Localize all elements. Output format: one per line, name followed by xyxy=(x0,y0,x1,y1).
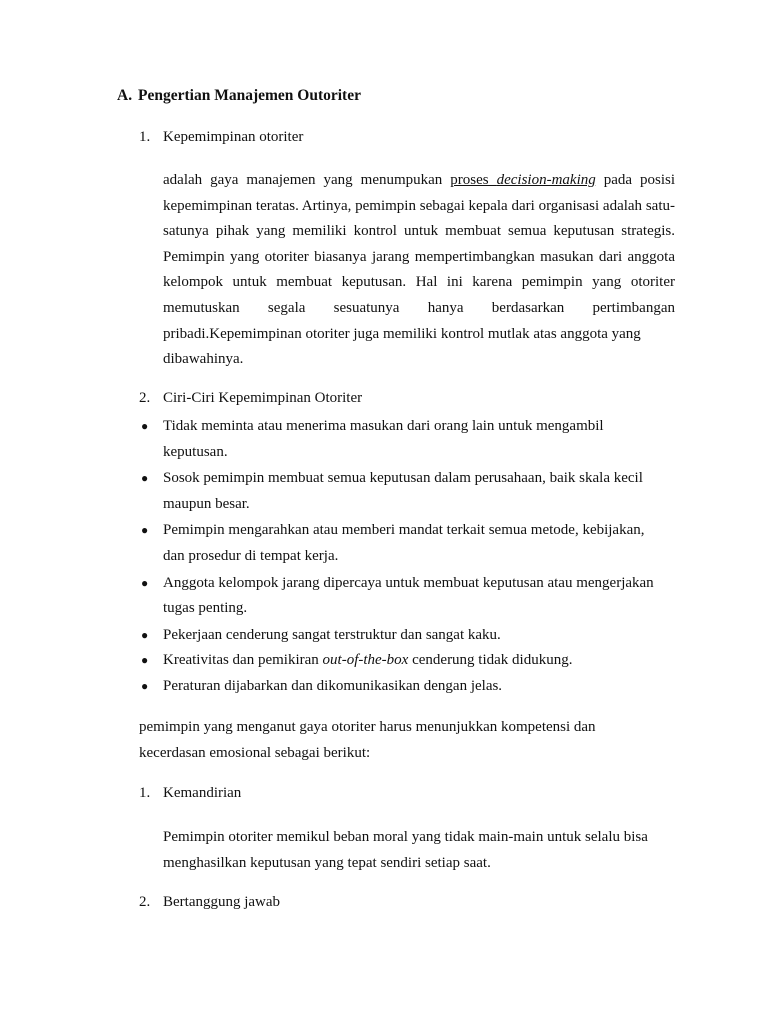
paragraph-text: Pemimpin otoriter memikul beban moral yang tidak main-main untuk selalu bisa xyxy=(163,829,648,845)
paragraph-last-line: kecerdasan emosional sebagai berikut: xyxy=(139,744,371,761)
list-item-text xyxy=(163,648,675,674)
paragraph-text: adalah gaya manajemen yang menumpukan xyxy=(163,172,451,188)
bullet-icon: ● xyxy=(141,678,149,693)
bullet-icon: ● xyxy=(141,419,149,433)
intro-paragraph xyxy=(139,715,675,766)
numbered-item-1 xyxy=(139,129,303,146)
item-label: Bertanggung jawab xyxy=(163,894,281,910)
paragraph-last-line: menghasilkan keputusan yang tepat sendiri setiap saat. xyxy=(163,854,491,871)
list-item xyxy=(139,571,675,622)
numbered-item-bertanggung-jawab xyxy=(139,894,280,911)
section-marker: A. xyxy=(117,87,133,104)
paragraph-text: pemimpin yang menganut gaya otoriter harus menunjukkan kompetensi dan xyxy=(139,719,596,735)
list-item-text-cont: tugas penting. xyxy=(163,600,248,617)
list-item-text: Pekerjaan cenderung sangat terstruktur dan sangat kaku. xyxy=(163,626,501,643)
bullet-icon: ● xyxy=(141,653,149,668)
list-item xyxy=(139,414,675,465)
list-item xyxy=(139,648,675,674)
item-number: 1. xyxy=(139,129,151,145)
list-item xyxy=(139,623,675,649)
item-number: 1. xyxy=(139,785,151,801)
list-item-text-cont: maupun besar. xyxy=(163,495,250,512)
item-number: 2. xyxy=(139,390,151,406)
link-text-italic: decision-making xyxy=(496,172,596,188)
numbered-item-kemandirian xyxy=(139,785,241,802)
list-item-text: Tidak meminta atau menerima masukan dari orang lain untuk mengambil xyxy=(163,418,604,434)
characteristics-list xyxy=(139,414,675,700)
list-item-text: Pemimpin mengarahkan atau memberi mandat terkait semua metode, kebijakan, xyxy=(163,522,645,539)
list-item-text-cont: keputusan. xyxy=(163,443,228,460)
bullet-icon: ● xyxy=(141,575,149,590)
bullet-icon: ● xyxy=(141,627,149,642)
bullet-icon: ● xyxy=(141,523,149,538)
item-label: Kemandirian xyxy=(163,785,242,801)
bullet-icon: ● xyxy=(141,471,149,486)
kemandirian-paragraph xyxy=(163,825,675,876)
decision-making-link[interactable] xyxy=(450,172,595,188)
item-number: 2. xyxy=(139,894,151,910)
list-item-text-part: cenderung tidak didukung. xyxy=(408,652,573,669)
list-item-text: Anggota kelompok jarang dipercaya untuk membuat keputusan atau mengerjakan xyxy=(163,574,654,591)
section-heading xyxy=(117,87,361,105)
list-item-text-part: Kreativitas dan pemikiran xyxy=(163,652,323,669)
list-item xyxy=(139,674,675,700)
item-label: Ciri-Ciri Kepemimpinan Otoriter xyxy=(163,390,363,406)
list-item-text: Peraturan dijabarkan dan dikomunikasikan dengan jelas. xyxy=(163,677,503,694)
list-item-text-italic: out-of-the-box xyxy=(322,652,409,669)
definition-paragraph xyxy=(163,168,675,373)
list-item-text: Sosok pemimpin membuat semua keputusan dalam perusahaan, baik skala kecil xyxy=(163,470,643,487)
list-item xyxy=(139,466,675,517)
link-text: proses xyxy=(450,172,497,188)
paragraph-text: pada posisi kepemimpinan teratas. Artinya, pemimpin sebagai kepala dari organisasi adalah satu-satunya pihak yang memiliki kontrol untuk membuat semua keputusan strategis. Pemimpin yang otoriter biasanya jarang mempertimbangkan masukan dari anggota kelompok untuk membuat keputusan. Hal ini karena pemimpin yang otoriter memutuskan segala sesuatunya hanya berdasarkan pertimbangan pribadi.Kepemimpinan otoriter juga memiliki kontrol mutlak atas anggota yang xyxy=(163,172,676,342)
section-title: Pengertian Manajemen Outoriter xyxy=(138,87,361,104)
paragraph-last-line: dibawahinya. xyxy=(163,351,244,368)
item-label: Kepemimpinan otoriter xyxy=(163,129,304,145)
list-item-text-cont: dan prosedur di tempat kerja. xyxy=(163,547,339,564)
numbered-item-2 xyxy=(139,390,362,407)
list-item xyxy=(139,518,675,569)
